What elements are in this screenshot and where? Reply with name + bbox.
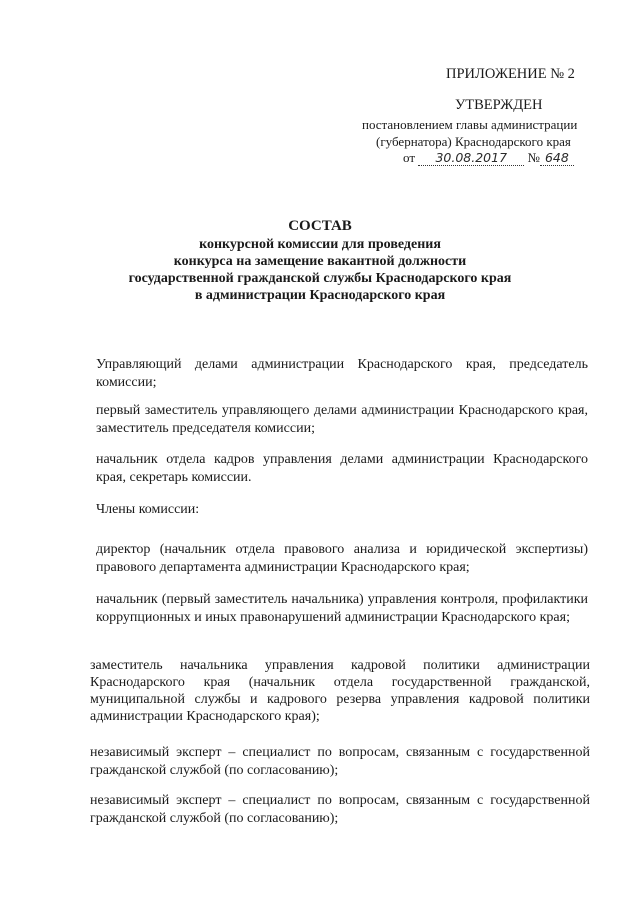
document-heading [0, 216, 640, 304]
approved-label: УТВЕРЖДЕН [455, 97, 543, 113]
heading-line: конкурса на замещение вакантной должности [173, 254, 467, 269]
decree-date-line [403, 150, 574, 166]
member-chairman: Управляющий делами администрации Краснодарского края, председатель комиссии; [96, 357, 588, 390]
document-title: СОСТАВ [288, 218, 352, 234]
member-item: независимый эксперт – специалист по вопросам, связанным с государственной гражданской службой (по согласованию); [90, 745, 590, 778]
member-deputy-chairman: первый заместитель управляющего делами администрации Краснодарского края, заместитель председателя комиссии; [96, 403, 588, 436]
heading-line: государственной гражданской службы Краснодарского края [128, 271, 512, 286]
decree-line-1: постановлением главы администрации [362, 117, 578, 132]
heading-line: конкурсной комиссии для проведения [199, 237, 441, 252]
number-prefix: № [527, 150, 540, 165]
member-item: директор (начальник отдела правового анализа и юридической экспертизы) правового департамента администрации Краснодарского края; [96, 542, 588, 575]
member-secretary: начальник отдела кадров управления делами администрации Краснодарского края, секретарь комиссии. [96, 452, 588, 485]
member-item: независимый эксперт – специалист по вопросам, связанным с государственной гражданской службой (по согласованию); [90, 793, 590, 826]
member-item: заместитель начальника управления кадровой политики администрации Краснодарского края (начальник отдела государственной гражданской, муниципальной службы и кадрового резерва управления кадровой политики администрации Краснодарского края); [90, 658, 590, 724]
decree-date: 30.08.2017 [418, 150, 524, 166]
date-prefix: от [403, 150, 416, 165]
decree-number: 648 [540, 150, 574, 166]
appendix-label: ПРИЛОЖЕНИЕ № 2 [446, 66, 575, 82]
member-item: начальник (первый заместитель начальника) управления контроля, профилактики коррупционных и иных правонарушений администрации Краснодарского края; [96, 592, 588, 625]
heading-line: в администрации Краснодарского края [194, 288, 446, 303]
decree-line-2: (губернатора) Краснодарского края [376, 134, 571, 149]
members-heading: Члены комиссии: [96, 502, 200, 517]
